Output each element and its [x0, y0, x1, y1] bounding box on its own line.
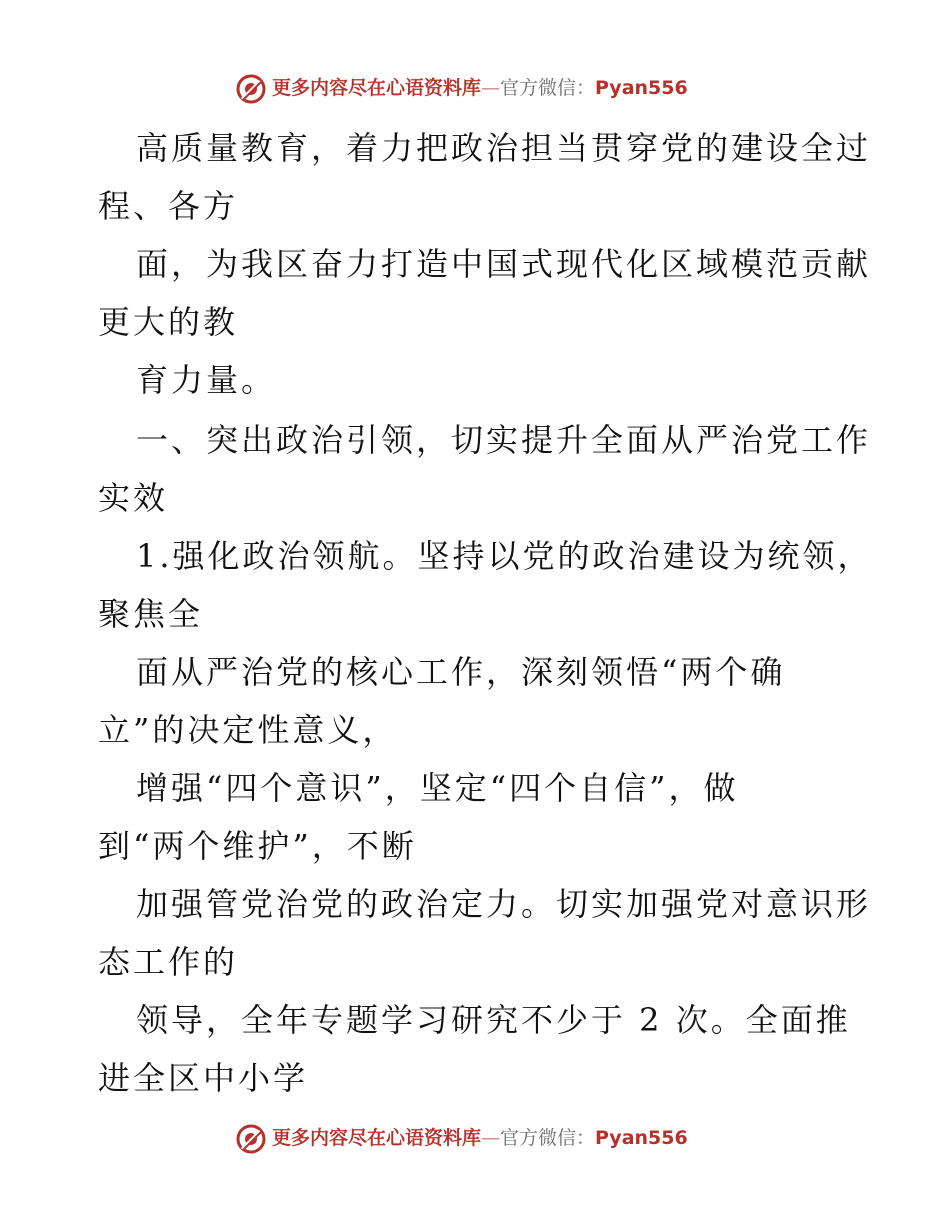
- body-line: 高质量教育，着力把政治担当贯穿党的建设全过: [136, 129, 872, 167]
- body-line: 态工作的: [98, 943, 239, 981]
- body-line: 聚焦全: [98, 595, 204, 633]
- body-line: 领导，全年专题学习研究不少于 2 次。全面推: [136, 1001, 851, 1039]
- body-line: 育力量。: [136, 361, 277, 399]
- footer-watermark-banner: [0, 1120, 950, 1160]
- watermark-separator: —: [481, 77, 501, 99]
- watermark-brand: 更多内容尽在心语资料库: [272, 77, 482, 99]
- watermark-separator: —: [481, 1127, 501, 1149]
- body-line: 程、各方: [98, 187, 239, 225]
- body-line: 面，为我区奋力打造中国式现代化区域模范贡献: [136, 245, 872, 283]
- body-line: 到“两个维护”，不断: [98, 827, 417, 865]
- section-heading: 一、突出政治引领，切实提升全面从严治党工作: [136, 421, 872, 459]
- body-line: 加强管党治党的政治定力。切实加强党对意识形: [136, 885, 872, 923]
- body-line: 立”的决定性意义，: [98, 711, 398, 749]
- watermark-wechat-id: Pyan556: [595, 1127, 688, 1149]
- watermark-text: [272, 1126, 688, 1150]
- watermark-brand: 更多内容尽在心语资料库: [272, 1127, 482, 1149]
- body-line: 更大的教: [98, 303, 239, 341]
- body-line: 进全区中小学: [98, 1059, 309, 1097]
- circular-pen-logo-icon: [234, 72, 268, 106]
- body-line: 1.强化政治领航。坚持以党的政治建设为统领，: [136, 537, 873, 575]
- body-line: 面从严治党的核心工作，深刻领悟“两个确: [136, 653, 786, 691]
- body-line: 增强“四个意识”，坚定“四个自信”，做: [136, 769, 739, 807]
- watermark-wechat-label: 官方微信：: [500, 1127, 596, 1149]
- section-heading-continuation: 实效: [98, 479, 169, 517]
- header-watermark-banner: [0, 70, 950, 110]
- watermark-wechat-label: 官方微信：: [500, 77, 596, 99]
- watermark-wechat-id: Pyan556: [595, 77, 688, 99]
- watermark-text: [272, 76, 688, 100]
- circular-pen-logo-icon: [234, 1122, 268, 1156]
